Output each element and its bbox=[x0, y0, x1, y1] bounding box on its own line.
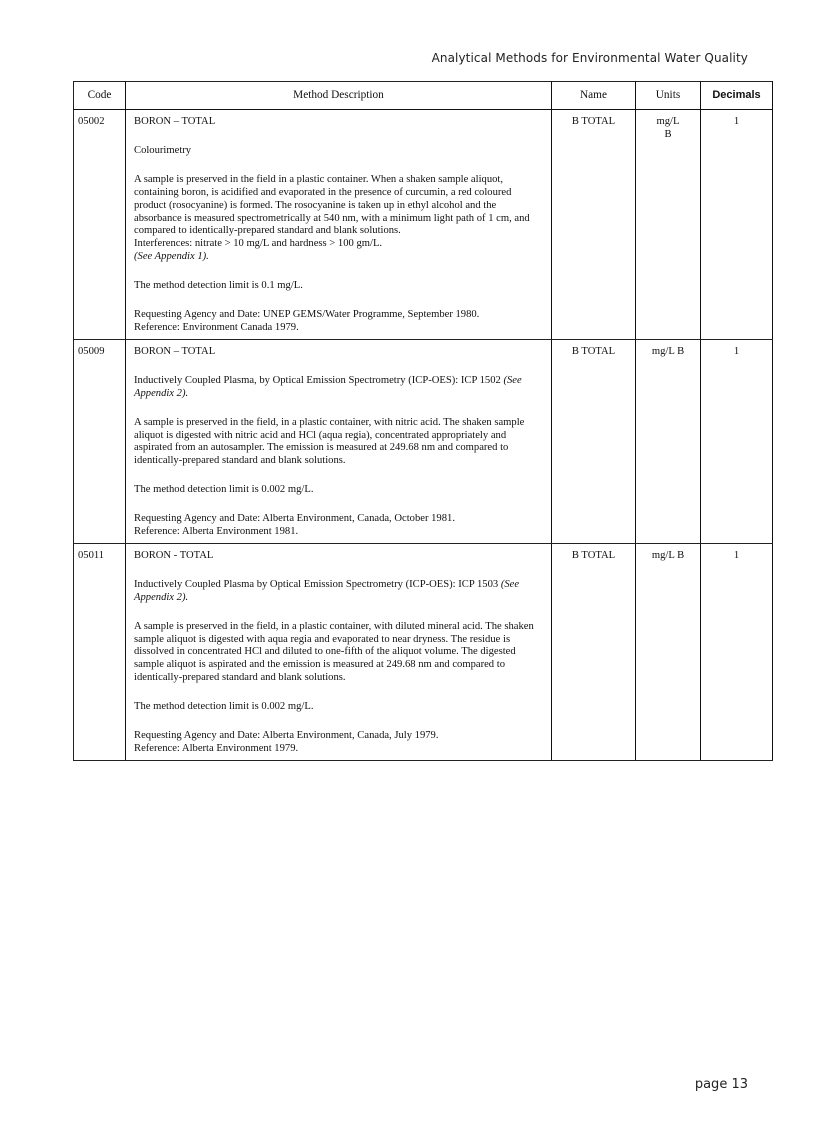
table-row bbox=[74, 339, 773, 543]
units-line: mg/L bbox=[656, 116, 680, 127]
method-reference: Reference: Environment Canada 1979. bbox=[134, 321, 299, 333]
column-header-name: Name bbox=[552, 82, 636, 110]
method-description bbox=[126, 110, 552, 340]
method-units bbox=[636, 110, 701, 340]
method-title: BORON – TOTAL bbox=[134, 116, 216, 127]
method-technique: Colourimetry bbox=[134, 144, 192, 156]
column-header-decimals: Decimals bbox=[701, 82, 773, 110]
method-decimals: 1 bbox=[701, 543, 773, 760]
method-units: mg/L B bbox=[636, 339, 701, 543]
method-title: BORON - TOTAL bbox=[134, 549, 214, 561]
column-header-units: Units bbox=[636, 82, 701, 110]
column-header-method-description: Method Description bbox=[126, 82, 552, 110]
methods-table bbox=[73, 81, 773, 761]
method-description bbox=[126, 543, 552, 760]
method-name: B TOTAL bbox=[552, 110, 636, 340]
method-name: B TOTAL bbox=[552, 543, 636, 760]
units-line: B bbox=[664, 128, 672, 140]
method-technique-paragraph bbox=[134, 375, 543, 401]
method-technique: Inductively Coupled Plasma, by Optical Emission Spectrometry (ICP-OES): ICP 1502 bbox=[134, 374, 504, 386]
method-title: BORON – TOTAL bbox=[134, 345, 216, 357]
method-reference: Reference: Alberta Environment 1981. bbox=[134, 526, 299, 538]
method-code: 05009 bbox=[74, 339, 126, 543]
method-requesting-agency: Requesting Agency and Date: UNEP GEMS/Water Programme, September 1980. bbox=[134, 309, 480, 321]
method-detection-limit: The method detection limit is 0.002 mg/L. bbox=[134, 484, 314, 496]
method-decimals: 1 bbox=[701, 110, 773, 340]
page-number: page 13 bbox=[694, 1077, 748, 1092]
table-row bbox=[74, 110, 773, 340]
method-procedure: A sample is preserved in the field in a plastic container. When a shaken sample aliquot, containing boron, is acidified and evaporated in the presence of curcumin, a red coloured product (rosocyanine) is formed. The rosocyanine is taken up in ethyl alcohol and the absorbance is measured spectrometrically at 540 nm, with a minimum light path of 1 cm, and compared to identically-prepared standard and blank solutions. bbox=[134, 173, 530, 237]
method-procedure: A sample is preserved in the field, in a plastic container, with nitric acid. The shaken sample aliquot is digested with nitric acid and HCl (aqua regia), concentrated appropriately and aspirated from an autosampler. The emission is measured at 249.68 nm and compared to identically-prepared standard and blank solutions. bbox=[134, 416, 525, 467]
running-header: Analytical Methods for Environmental Water Quality bbox=[431, 51, 748, 65]
method-interferences: Interferences: nitrate > 10 mg/L and hardness > 100 gm/L. bbox=[134, 238, 383, 250]
method-decimals: 1 bbox=[701, 339, 773, 543]
method-code: 05011 bbox=[74, 543, 126, 760]
method-appendix-reference: (See Appendix 2). bbox=[134, 578, 520, 603]
method-name: B TOTAL bbox=[552, 339, 636, 543]
method-technique-paragraph bbox=[134, 579, 543, 605]
table-header-row bbox=[74, 82, 773, 110]
method-units: mg/L B bbox=[636, 543, 701, 760]
method-appendix-reference: (See Appendix 1). bbox=[134, 251, 209, 263]
method-requesting-agency: Requesting Agency and Date: Alberta Environment, Canada, July 1979. bbox=[134, 730, 439, 742]
method-technique: Inductively Coupled Plasma by Optical Emission Spectrometry (ICP-OES): ICP 1503 bbox=[134, 578, 501, 590]
method-procedure: A sample is preserved in the field, in a plastic container, with diluted mineral acid. The shaken sample aliquot is digested with aqua regia and evaporated to near dryness. The residue is dissolved in concentrated HCl and diluted to one-fifth of the aliquot volume. The digested sample aliquot is aspirated and the emission is measured at 249.68 nm and compared to identically-prepared standard and blank solutions. bbox=[134, 620, 534, 684]
method-code: 05002 bbox=[74, 110, 126, 340]
column-header-code: Code bbox=[74, 82, 126, 110]
method-appendix-reference: (See Appendix 2). bbox=[134, 374, 522, 399]
table-row bbox=[74, 543, 773, 760]
method-reference: Reference: Alberta Environment 1979. bbox=[134, 743, 299, 754]
method-description bbox=[126, 339, 552, 543]
method-detection-limit: The method detection limit is 0.1 mg/L. bbox=[134, 280, 303, 292]
method-requesting-agency: Requesting Agency and Date: Alberta Environment, Canada, October 1981. bbox=[134, 513, 455, 525]
method-detection-limit: The method detection limit is 0.002 mg/L. bbox=[134, 701, 314, 713]
